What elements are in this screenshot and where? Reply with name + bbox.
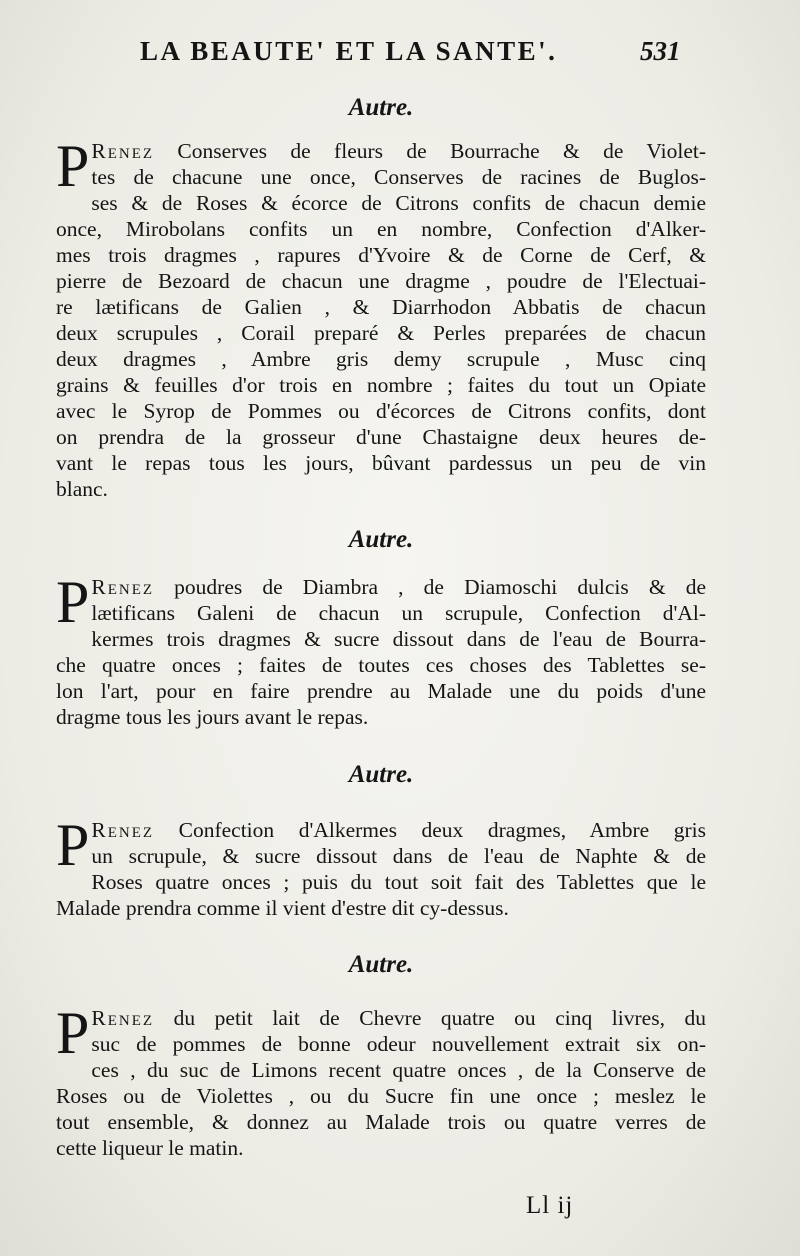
section-heading: Autre.: [348, 526, 414, 553]
recipe-section-4: [56, 945, 706, 1161]
text-line: tout ensemble, & donnez au Malade trois ou quatre verres de: [56, 1110, 706, 1134]
lead-word: Renez: [91, 575, 155, 599]
text-line: grains & feuilles d'or trois en nombre ; faites du tout un Opiate: [56, 373, 706, 397]
text-line: deux scrupules , Corail preparé & Perles preparées de chacun: [56, 321, 706, 345]
text-line: lætificans Galeni de chacun un scrupule, Confection d'Al-: [91, 601, 706, 625]
text-line: dragme tous les jours avant le repas.: [56, 705, 369, 729]
text-line: on prendra de la grosseur d'une Chastaigne deux heures de-: [56, 425, 706, 449]
text-line: Malade prendra comme il vient d'estre dit cy-dessus.: [56, 896, 509, 920]
text-line: du petit lait de Chevre quatre ou cinq livres, du: [154, 1006, 706, 1030]
drop-cap: P: [56, 812, 90, 878]
text-line: un scrupule, & sucre dissout dans de l'eau de Naphte & de: [91, 844, 706, 868]
recipe-section-1: [56, 88, 706, 502]
running-title: LA BEAUTE' ET LA SANTE'.: [140, 36, 558, 66]
lead-word: Renez: [91, 1006, 155, 1030]
section-heading: Autre.: [348, 761, 414, 788]
text-line: mes trois dragmes , rapures d'Yvoire & de Corne de Cerf, &: [56, 243, 706, 267]
signature-mark: Ll ij: [526, 1192, 574, 1219]
text-line: kermes trois dragmes & sucre dissout dans de l'eau de Bourra-: [91, 627, 706, 651]
section-heading: Autre.: [348, 94, 414, 121]
drop-cap: P: [56, 569, 90, 635]
text-line: avec le Syrop de Pommes ou d'écorces de Citrons confits, dont: [56, 399, 706, 423]
text-line: Roses quatre onces ; puis du tout soit fait des Tablettes que le: [91, 870, 706, 894]
text-line: cette liqueur le matin.: [56, 1136, 244, 1160]
text-line: vant le repas tous les jours, bûvant pardessus un peu de vin: [56, 451, 706, 475]
text-line: ses & de Roses & écorce de Citrons confits de chacun demie: [91, 191, 706, 215]
text-line: deux dragmes , Ambre gris demy scrupule , Musc cinq: [56, 347, 706, 371]
section-paragraph: [56, 812, 706, 921]
text-line: suc de pommes de bonne odeur nouvellement extrait six on-: [91, 1032, 706, 1056]
page-header: [0, 32, 800, 72]
text-line: lon l'art, pour en faire prendre au Malade une du poids d'une: [56, 679, 706, 703]
recipe-section-3: [56, 755, 706, 921]
text-line: ces , du suc de Limons recent quatre onces , de la Conserve de: [91, 1058, 706, 1082]
text-line: Roses ou de Violettes , ou du Sucre fin une once ; meslez le: [56, 1084, 706, 1108]
section-paragraph: [56, 1000, 706, 1161]
text-line: pierre de Bezoard de chacun une dragme , poudre de l'Electuai-: [56, 269, 706, 293]
text-line: blanc.: [56, 477, 108, 501]
page-number: 531: [640, 36, 681, 66]
lead-word: Renez: [91, 818, 155, 842]
section-heading: Autre.: [348, 951, 414, 978]
text-line: tes de chacune une once, Conserves de racines de Buglos-: [91, 165, 706, 189]
text-line: once, Mirobolans confits un en nombre, Confection d'Alker-: [56, 217, 706, 241]
lead-word: Renez: [91, 139, 155, 163]
text-line: re lætificans de Galien , & Diarrhodon Abbatis de chacun: [56, 295, 706, 319]
text-line: Conserves de fleurs de Bourrache & de Violet-: [154, 139, 706, 163]
drop-cap: P: [56, 1000, 90, 1066]
text-line: che quatre onces ; faites de toutes ces choses des Tablettes se-: [56, 653, 706, 677]
text-line: poudres de Diambra , de Diamoschi dulcis & de: [154, 575, 706, 599]
text-line: Confection d'Alkermes deux dragmes, Ambre gris: [154, 818, 706, 842]
section-paragraph: [56, 569, 706, 730]
recipe-section-2: [56, 520, 706, 730]
section-paragraph: [56, 133, 706, 502]
drop-cap: P: [56, 133, 90, 199]
